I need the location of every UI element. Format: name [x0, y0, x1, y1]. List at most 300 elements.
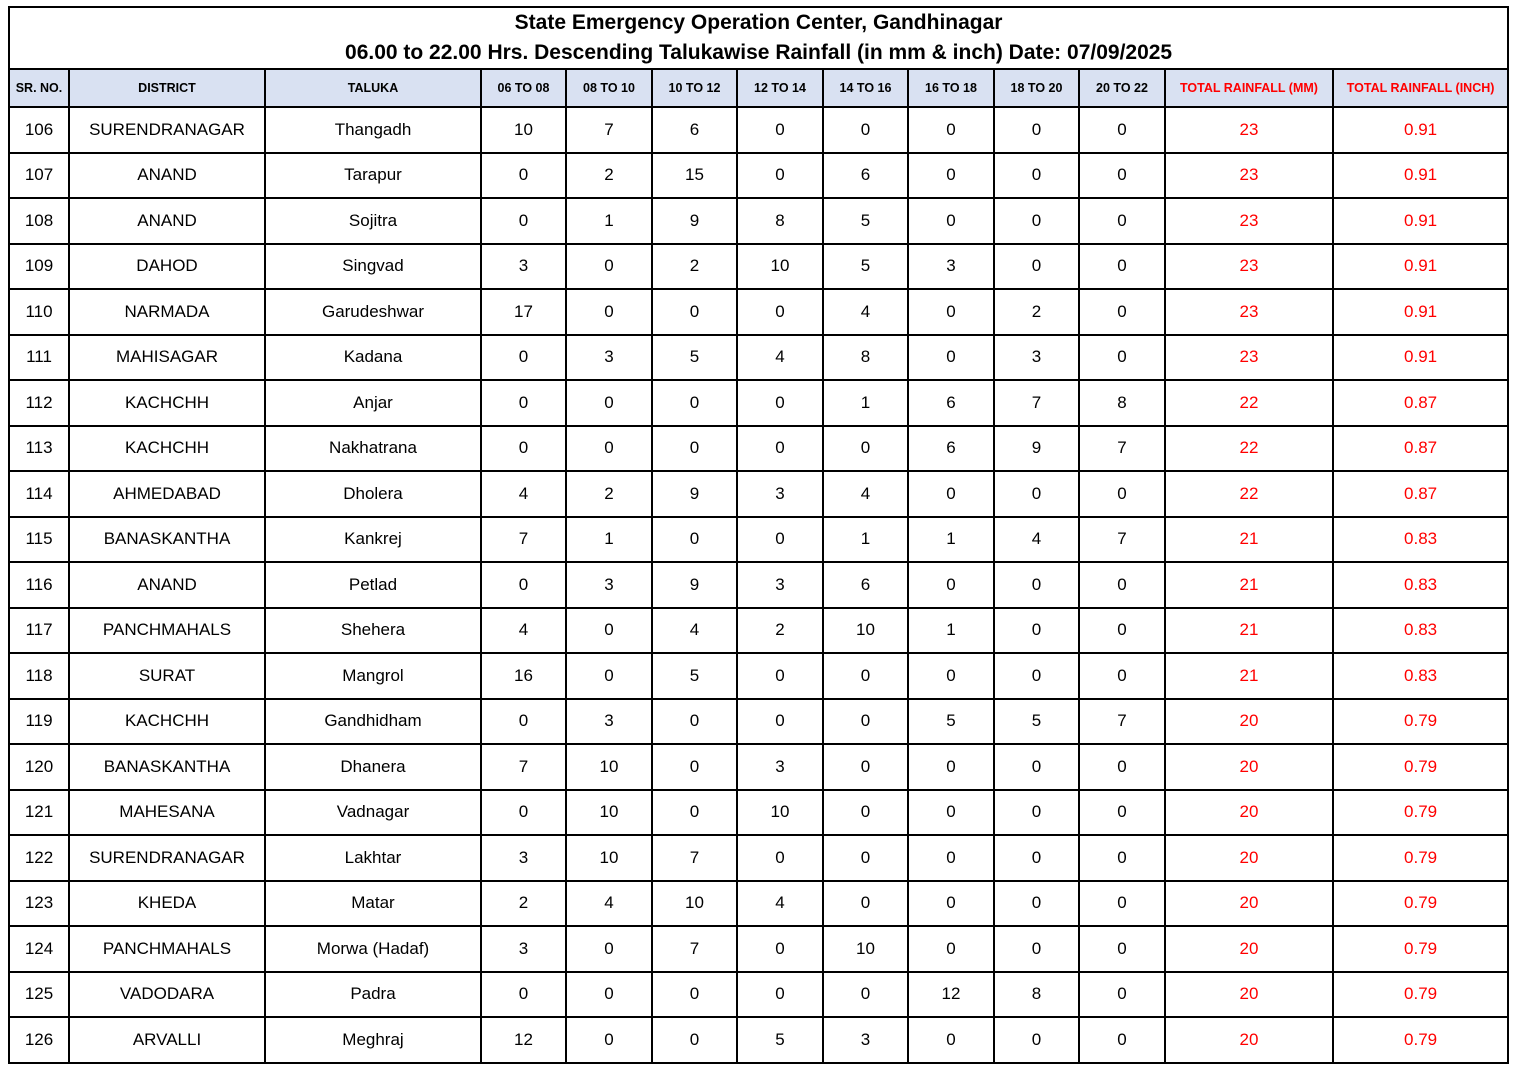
table-row: [9, 107, 1508, 153]
cell-total-rainfall-mm: 20: [1165, 790, 1333, 836]
cell-taluka: Dhanera: [265, 744, 481, 790]
cell-16-to-18: 0: [908, 198, 994, 244]
cell-total-rainfall-inch: 0.79: [1333, 926, 1508, 972]
cell-10-to-12: 9: [652, 562, 737, 608]
cell-12-to-14: 2: [737, 608, 823, 654]
cell-20-to-22: 7: [1079, 426, 1165, 472]
cell-sr-no: 112: [9, 380, 69, 426]
cell-16-to-18: 0: [908, 790, 994, 836]
cell-10-to-12: 0: [652, 380, 737, 426]
cell-14-to-16: 4: [823, 289, 908, 335]
cell-10-to-12: 0: [652, 426, 737, 472]
cell-06-to-08: 16: [481, 653, 566, 699]
cell-10-to-12: 4: [652, 608, 737, 654]
cell-16-to-18: 0: [908, 335, 994, 381]
cell-total-rainfall-inch: 0.83: [1333, 517, 1508, 563]
cell-10-to-12: 10: [652, 881, 737, 927]
cell-10-to-12: 9: [652, 471, 737, 517]
column-header-sr-no: SR. NO.: [9, 69, 69, 107]
cell-18-to-20: 8: [994, 972, 1079, 1018]
column-header-12-to-14: 12 TO 14: [737, 69, 823, 107]
cell-16-to-18: 0: [908, 107, 994, 153]
cell-taluka: Sojitra: [265, 198, 481, 244]
cell-18-to-20: 9: [994, 426, 1079, 472]
column-header-20-to-22: 20 TO 22: [1079, 69, 1165, 107]
cell-12-to-14: 4: [737, 881, 823, 927]
cell-district: BANASKANTHA: [69, 517, 265, 563]
cell-08-to-10: 10: [566, 744, 652, 790]
cell-18-to-20: 3: [994, 335, 1079, 381]
cell-16-to-18: 12: [908, 972, 994, 1018]
cell-06-to-08: 0: [481, 972, 566, 1018]
cell-taluka: Dholera: [265, 471, 481, 517]
column-header-14-to-16: 14 TO 16: [823, 69, 908, 107]
cell-total-rainfall-inch: 0.83: [1333, 653, 1508, 699]
cell-06-to-08: 0: [481, 426, 566, 472]
table-row: [9, 744, 1508, 790]
cell-sr-no: 121: [9, 790, 69, 836]
cell-total-rainfall-mm: 23: [1165, 289, 1333, 335]
cell-12-to-14: 3: [737, 744, 823, 790]
cell-06-to-08: 10: [481, 107, 566, 153]
column-header-district: DISTRICT: [69, 69, 265, 107]
cell-total-rainfall-inch: 0.91: [1333, 335, 1508, 381]
cell-12-to-14: 10: [737, 790, 823, 836]
cell-total-rainfall-mm: 23: [1165, 198, 1333, 244]
table-row: [9, 790, 1508, 836]
cell-taluka: Morwa (Hadaf): [265, 926, 481, 972]
cell-total-rainfall-mm: 20: [1165, 835, 1333, 881]
cell-20-to-22: 0: [1079, 198, 1165, 244]
cell-total-rainfall-inch: 0.87: [1333, 380, 1508, 426]
cell-18-to-20: 0: [994, 198, 1079, 244]
cell-12-to-14: 10: [737, 244, 823, 290]
cell-12-to-14: 0: [737, 426, 823, 472]
cell-06-to-08: 4: [481, 471, 566, 517]
cell-16-to-18: 1: [908, 517, 994, 563]
cell-12-to-14: 0: [737, 699, 823, 745]
cell-08-to-10: 0: [566, 653, 652, 699]
cell-20-to-22: 8: [1079, 380, 1165, 426]
cell-12-to-14: 0: [737, 517, 823, 563]
cell-10-to-12: 0: [652, 790, 737, 836]
cell-sr-no: 119: [9, 699, 69, 745]
cell-20-to-22: 7: [1079, 517, 1165, 563]
cell-district: MAHISAGAR: [69, 335, 265, 381]
cell-district: DAHOD: [69, 244, 265, 290]
table-row: [9, 881, 1508, 927]
cell-20-to-22: 7: [1079, 699, 1165, 745]
column-header-08-to-10: 08 TO 10: [566, 69, 652, 107]
cell-taluka: Lakhtar: [265, 835, 481, 881]
cell-06-to-08: 7: [481, 744, 566, 790]
cell-18-to-20: 0: [994, 926, 1079, 972]
cell-20-to-22: 0: [1079, 835, 1165, 881]
cell-14-to-16: 0: [823, 653, 908, 699]
cell-18-to-20: 7: [994, 380, 1079, 426]
report-title-row: [9, 7, 1508, 69]
cell-12-to-14: 3: [737, 471, 823, 517]
cell-16-to-18: 0: [908, 744, 994, 790]
cell-16-to-18: 5: [908, 699, 994, 745]
rainfall-table: [8, 6, 1509, 1064]
cell-total-rainfall-inch: 0.91: [1333, 289, 1508, 335]
cell-taluka: Vadnagar: [265, 790, 481, 836]
cell-14-to-16: 0: [823, 790, 908, 836]
cell-total-rainfall-mm: 20: [1165, 881, 1333, 927]
cell-14-to-16: 10: [823, 926, 908, 972]
cell-10-to-12: 0: [652, 744, 737, 790]
column-header-total-rainfall-inch: TOTAL RAINFALL (INCH): [1333, 69, 1508, 107]
cell-16-to-18: 0: [908, 881, 994, 927]
cell-08-to-10: 0: [566, 426, 652, 472]
cell-district: MAHESANA: [69, 790, 265, 836]
cell-18-to-20: 0: [994, 107, 1079, 153]
cell-taluka: Shehera: [265, 608, 481, 654]
cell-06-to-08: 0: [481, 790, 566, 836]
cell-14-to-16: 5: [823, 198, 908, 244]
cell-district: AHMEDABAD: [69, 471, 265, 517]
cell-12-to-14: 0: [737, 926, 823, 972]
cell-sr-no: 113: [9, 426, 69, 472]
cell-08-to-10: 0: [566, 926, 652, 972]
cell-14-to-16: 0: [823, 699, 908, 745]
cell-06-to-08: 0: [481, 562, 566, 608]
cell-06-to-08: 7: [481, 517, 566, 563]
cell-18-to-20: 0: [994, 1017, 1079, 1063]
cell-total-rainfall-inch: 0.83: [1333, 562, 1508, 608]
cell-taluka: Anjar: [265, 380, 481, 426]
cell-10-to-12: 0: [652, 1017, 737, 1063]
cell-district: KHEDA: [69, 881, 265, 927]
cell-18-to-20: 0: [994, 790, 1079, 836]
cell-10-to-12: 0: [652, 517, 737, 563]
cell-sr-no: 118: [9, 653, 69, 699]
cell-total-rainfall-inch: 0.79: [1333, 881, 1508, 927]
cell-sr-no: 124: [9, 926, 69, 972]
cell-total-rainfall-inch: 0.87: [1333, 426, 1508, 472]
cell-20-to-22: 0: [1079, 335, 1165, 381]
cell-taluka: Gandhidham: [265, 699, 481, 745]
cell-taluka: Matar: [265, 881, 481, 927]
cell-14-to-16: 4: [823, 471, 908, 517]
cell-sr-no: 108: [9, 198, 69, 244]
cell-10-to-12: 0: [652, 699, 737, 745]
cell-district: ANAND: [69, 198, 265, 244]
cell-20-to-22: 0: [1079, 153, 1165, 199]
cell-10-to-12: 5: [652, 335, 737, 381]
cell-taluka: Padra: [265, 972, 481, 1018]
cell-18-to-20: 0: [994, 653, 1079, 699]
column-header-06-to-08: 06 TO 08: [481, 69, 566, 107]
cell-total-rainfall-inch: 0.79: [1333, 699, 1508, 745]
cell-14-to-16: 0: [823, 835, 908, 881]
table-row: [9, 380, 1508, 426]
cell-18-to-20: 4: [994, 517, 1079, 563]
table-row: [9, 244, 1508, 290]
cell-08-to-10: 1: [566, 198, 652, 244]
cell-total-rainfall-inch: 0.79: [1333, 972, 1508, 1018]
cell-14-to-16: 0: [823, 972, 908, 1018]
cell-total-rainfall-mm: 22: [1165, 380, 1333, 426]
cell-12-to-14: 0: [737, 653, 823, 699]
cell-sr-no: 111: [9, 335, 69, 381]
cell-08-to-10: 7: [566, 107, 652, 153]
cell-12-to-14: 0: [737, 380, 823, 426]
cell-14-to-16: 0: [823, 744, 908, 790]
cell-total-rainfall-inch: 0.79: [1333, 790, 1508, 836]
cell-08-to-10: 0: [566, 608, 652, 654]
cell-20-to-22: 0: [1079, 244, 1165, 290]
cell-12-to-14: 0: [737, 972, 823, 1018]
cell-06-to-08: 0: [481, 153, 566, 199]
cell-16-to-18: 6: [908, 380, 994, 426]
cell-sr-no: 116: [9, 562, 69, 608]
cell-total-rainfall-inch: 0.87: [1333, 471, 1508, 517]
cell-16-to-18: 3: [908, 244, 994, 290]
table-row: [9, 562, 1508, 608]
column-header-10-to-12: 10 TO 12: [652, 69, 737, 107]
cell-total-rainfall-inch: 0.91: [1333, 244, 1508, 290]
table-row: [9, 835, 1508, 881]
cell-06-to-08: 0: [481, 699, 566, 745]
cell-20-to-22: 0: [1079, 926, 1165, 972]
cell-district: SURENDRANAGAR: [69, 835, 265, 881]
cell-10-to-12: 6: [652, 107, 737, 153]
cell-district: KACHCHH: [69, 380, 265, 426]
table-row: [9, 517, 1508, 563]
cell-taluka: Garudeshwar: [265, 289, 481, 335]
cell-18-to-20: 0: [994, 744, 1079, 790]
cell-16-to-18: 0: [908, 562, 994, 608]
table-row: [9, 653, 1508, 699]
cell-sr-no: 123: [9, 881, 69, 927]
table-row: [9, 1017, 1508, 1063]
cell-14-to-16: 5: [823, 244, 908, 290]
cell-total-rainfall-mm: 21: [1165, 562, 1333, 608]
cell-total-rainfall-mm: 23: [1165, 107, 1333, 153]
cell-12-to-14: 0: [737, 153, 823, 199]
cell-08-to-10: 0: [566, 289, 652, 335]
table-row: [9, 972, 1508, 1018]
table-row: [9, 471, 1508, 517]
cell-total-rainfall-mm: 20: [1165, 1017, 1333, 1063]
cell-18-to-20: 0: [994, 244, 1079, 290]
cell-sr-no: 109: [9, 244, 69, 290]
table-row: [9, 289, 1508, 335]
cell-18-to-20: 0: [994, 471, 1079, 517]
cell-20-to-22: 0: [1079, 972, 1165, 1018]
cell-district: KACHCHH: [69, 699, 265, 745]
column-header-total-rainfall-mm: TOTAL RAINFALL (MM): [1165, 69, 1333, 107]
cell-08-to-10: 4: [566, 881, 652, 927]
cell-10-to-12: 7: [652, 835, 737, 881]
cell-10-to-12: 5: [652, 653, 737, 699]
cell-08-to-10: 3: [566, 699, 652, 745]
cell-16-to-18: 6: [908, 426, 994, 472]
table-row: [9, 335, 1508, 381]
cell-14-to-16: 0: [823, 107, 908, 153]
cell-08-to-10: 10: [566, 790, 652, 836]
cell-total-rainfall-mm: 20: [1165, 926, 1333, 972]
cell-district: BANASKANTHA: [69, 744, 265, 790]
cell-taluka: Kadana: [265, 335, 481, 381]
cell-total-rainfall-mm: 21: [1165, 608, 1333, 654]
cell-sr-no: 126: [9, 1017, 69, 1063]
cell-06-to-08: 2: [481, 881, 566, 927]
table-row: [9, 153, 1508, 199]
cell-taluka: Kankrej: [265, 517, 481, 563]
cell-district: SURAT: [69, 653, 265, 699]
cell-10-to-12: 0: [652, 972, 737, 1018]
cell-14-to-16: 8: [823, 335, 908, 381]
cell-total-rainfall-inch: 0.91: [1333, 153, 1508, 199]
cell-taluka: Petlad: [265, 562, 481, 608]
cell-taluka: Meghraj: [265, 1017, 481, 1063]
table-row: [9, 426, 1508, 472]
cell-20-to-22: 0: [1079, 107, 1165, 153]
cell-12-to-14: 0: [737, 107, 823, 153]
cell-16-to-18: 0: [908, 835, 994, 881]
cell-total-rainfall-mm: 22: [1165, 471, 1333, 517]
cell-14-to-16: 0: [823, 881, 908, 927]
cell-taluka: Thangadh: [265, 107, 481, 153]
cell-16-to-18: 0: [908, 471, 994, 517]
rainfall-report-sheet: [8, 6, 1507, 1064]
cell-total-rainfall-mm: 23: [1165, 244, 1333, 290]
cell-district: KACHCHH: [69, 426, 265, 472]
cell-district: VADODARA: [69, 972, 265, 1018]
table-row: [9, 926, 1508, 972]
report-title: [9, 7, 1508, 69]
cell-district: PANCHMAHALS: [69, 926, 265, 972]
cell-18-to-20: 0: [994, 881, 1079, 927]
table-body: [9, 107, 1508, 1063]
column-header-18-to-20: 18 TO 20: [994, 69, 1079, 107]
cell-14-to-16: 0: [823, 426, 908, 472]
cell-06-to-08: 12: [481, 1017, 566, 1063]
cell-06-to-08: 3: [481, 244, 566, 290]
cell-total-rainfall-mm: 23: [1165, 335, 1333, 381]
cell-total-rainfall-inch: 0.91: [1333, 107, 1508, 153]
report-title-line-2: 06.00 to 22.00 Hrs. Descending Talukawise Rainfall (in mm & inch) Date: 07/09/2025: [345, 41, 1173, 64]
cell-12-to-14: 0: [737, 835, 823, 881]
cell-06-to-08: 4: [481, 608, 566, 654]
cell-district: ANAND: [69, 153, 265, 199]
cell-06-to-08: 0: [481, 380, 566, 426]
cell-08-to-10: 2: [566, 471, 652, 517]
cell-14-to-16: 10: [823, 608, 908, 654]
cell-08-to-10: 2: [566, 153, 652, 199]
cell-08-to-10: 0: [566, 972, 652, 1018]
cell-16-to-18: 0: [908, 1017, 994, 1063]
column-header-row: [9, 69, 1508, 107]
cell-total-rainfall-mm: 20: [1165, 699, 1333, 745]
cell-district: PANCHMAHALS: [69, 608, 265, 654]
cell-10-to-12: 7: [652, 926, 737, 972]
cell-district: SURENDRANAGAR: [69, 107, 265, 153]
cell-total-rainfall-inch: 0.79: [1333, 835, 1508, 881]
cell-08-to-10: 1: [566, 517, 652, 563]
report-title-line-1: State Emergency Operation Center, Gandhinagar: [514, 11, 1003, 34]
cell-18-to-20: 0: [994, 608, 1079, 654]
cell-12-to-14: 8: [737, 198, 823, 244]
cell-14-to-16: 6: [823, 562, 908, 608]
column-header-16-to-18: 16 TO 18: [908, 69, 994, 107]
cell-16-to-18: 1: [908, 608, 994, 654]
cell-20-to-22: 0: [1079, 790, 1165, 836]
cell-total-rainfall-mm: 21: [1165, 517, 1333, 563]
cell-06-to-08: 0: [481, 198, 566, 244]
cell-12-to-14: 4: [737, 335, 823, 381]
table-row: [9, 699, 1508, 745]
cell-14-to-16: 6: [823, 153, 908, 199]
cell-12-to-14: 5: [737, 1017, 823, 1063]
cell-district: ANAND: [69, 562, 265, 608]
cell-taluka: Singvad: [265, 244, 481, 290]
cell-sr-no: 125: [9, 972, 69, 1018]
cell-total-rainfall-mm: 20: [1165, 744, 1333, 790]
cell-14-to-16: 1: [823, 380, 908, 426]
cell-14-to-16: 3: [823, 1017, 908, 1063]
cell-taluka: Nakhatrana: [265, 426, 481, 472]
cell-total-rainfall-mm: 23: [1165, 153, 1333, 199]
cell-taluka: Tarapur: [265, 153, 481, 199]
cell-16-to-18: 0: [908, 926, 994, 972]
table-row: [9, 608, 1508, 654]
cell-total-rainfall-inch: 0.79: [1333, 744, 1508, 790]
cell-sr-no: 106: [9, 107, 69, 153]
cell-20-to-22: 0: [1079, 653, 1165, 699]
cell-sr-no: 107: [9, 153, 69, 199]
cell-20-to-22: 0: [1079, 881, 1165, 927]
cell-sr-no: 114: [9, 471, 69, 517]
column-header-taluka: TALUKA: [265, 69, 481, 107]
cell-06-to-08: 17: [481, 289, 566, 335]
cell-sr-no: 120: [9, 744, 69, 790]
cell-08-to-10: 0: [566, 244, 652, 290]
cell-16-to-18: 0: [908, 289, 994, 335]
cell-total-rainfall-inch: 0.79: [1333, 1017, 1508, 1063]
cell-06-to-08: 3: [481, 835, 566, 881]
cell-06-to-08: 3: [481, 926, 566, 972]
cell-08-to-10: 3: [566, 562, 652, 608]
cell-10-to-12: 2: [652, 244, 737, 290]
cell-20-to-22: 0: [1079, 289, 1165, 335]
cell-16-to-18: 0: [908, 653, 994, 699]
cell-total-rainfall-inch: 0.83: [1333, 608, 1508, 654]
cell-10-to-12: 15: [652, 153, 737, 199]
cell-20-to-22: 0: [1079, 471, 1165, 517]
cell-sr-no: 115: [9, 517, 69, 563]
cell-10-to-12: 0: [652, 289, 737, 335]
cell-district: NARMADA: [69, 289, 265, 335]
cell-total-rainfall-mm: 20: [1165, 972, 1333, 1018]
cell-sr-no: 117: [9, 608, 69, 654]
cell-12-to-14: 0: [737, 289, 823, 335]
cell-18-to-20: 0: [994, 153, 1079, 199]
table-row: [9, 198, 1508, 244]
cell-16-to-18: 0: [908, 153, 994, 199]
cell-sr-no: 110: [9, 289, 69, 335]
cell-20-to-22: 0: [1079, 608, 1165, 654]
cell-06-to-08: 0: [481, 335, 566, 381]
cell-sr-no: 122: [9, 835, 69, 881]
cell-08-to-10: 0: [566, 1017, 652, 1063]
cell-total-rainfall-mm: 22: [1165, 426, 1333, 472]
cell-total-rainfall-inch: 0.91: [1333, 198, 1508, 244]
cell-14-to-16: 1: [823, 517, 908, 563]
